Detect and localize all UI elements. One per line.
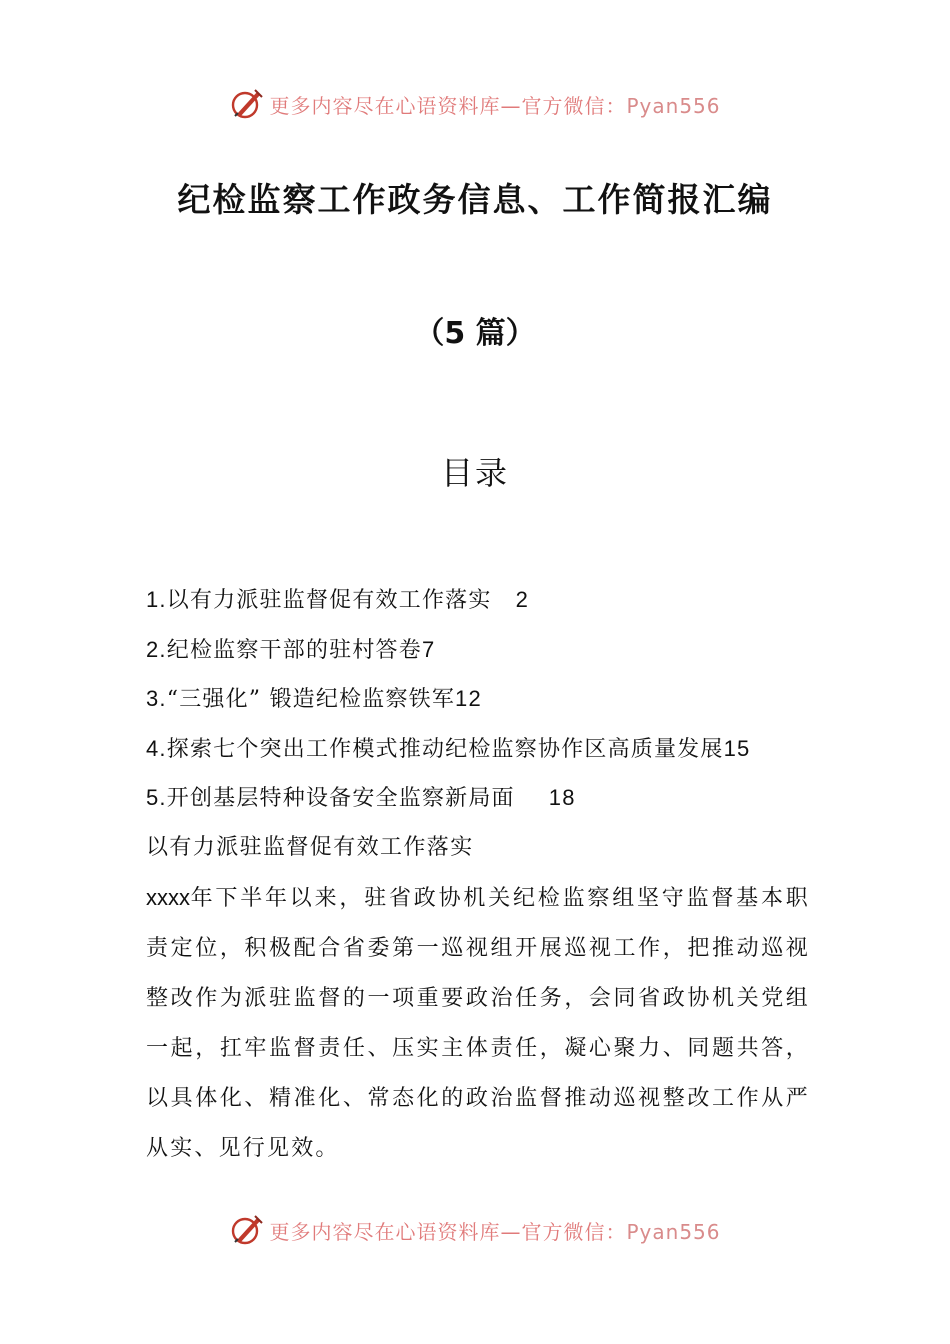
toc-item[interactable] xyxy=(146,731,826,781)
toc-item[interactable] xyxy=(146,780,826,830)
section-heading: 以有力派驻监督促有效工作落实 xyxy=(146,835,474,860)
toc-item[interactable] xyxy=(146,681,826,731)
document-title: 纪检监察工作政务信息、工作简报汇编 xyxy=(177,180,773,219)
toc-heading: 目录 xyxy=(440,454,509,492)
banner-wechat-id: Pyan556 xyxy=(626,1219,721,1244)
toc-item-title: “三强化” 锻造纪检监察铁军 xyxy=(166,687,456,713)
toc-item[interactable] xyxy=(146,582,826,632)
toc-item-number: 3. xyxy=(146,686,167,712)
header-banner xyxy=(0,82,950,126)
pen-logo-icon xyxy=(229,1212,265,1248)
document-subtitle: （5 篇） xyxy=(414,316,536,351)
toc-item-number: 1. xyxy=(146,587,167,612)
body-paragraph xyxy=(146,873,810,1174)
paragraph-lead: xxxx xyxy=(146,885,190,910)
toc-item-number: 4. xyxy=(146,735,167,761)
toc-item-page: 7 xyxy=(421,636,436,662)
toc-item-page: 12 xyxy=(455,686,482,712)
toc-item-number: 2. xyxy=(146,636,167,662)
banner-label: 更多内容尽在心语资料库—官方微信： xyxy=(269,93,627,118)
toc-item-title: 纪检监察干部的驻村答卷 xyxy=(166,637,422,663)
toc-item-page: 15 xyxy=(723,735,751,761)
toc-item[interactable] xyxy=(146,632,826,682)
table-of-contents xyxy=(146,582,826,830)
toc-item-page: 2 xyxy=(515,587,529,612)
document-body xyxy=(146,830,810,1174)
banner-wechat-id: Pyan556 xyxy=(626,93,721,118)
toc-item-number: 5. xyxy=(146,785,167,811)
toc-item-title: 开创基层特种设备安全监察新局面 xyxy=(166,786,515,812)
toc-item-page: 18 xyxy=(548,785,576,811)
pen-logo-icon xyxy=(229,86,265,122)
paragraph-text: 年下半年以来，驻省政协机关纪检监察组坚守监督基本职责定位，积极配合省委第一巡视组开展巡视工作，把推动巡视整改作为派驻监督的一项重要政治任务，会同省政协机关党组一起，扛牢监督责任、压实主体责任，凝心聚力、同题共答，以具体化、精准化、常态化的政治监督推动巡视整改工作从严从实、见行见效。 xyxy=(146,886,810,1161)
footer-banner xyxy=(0,1208,950,1252)
banner-text xyxy=(269,1216,720,1245)
banner-text xyxy=(269,90,720,119)
toc-item-title: 探索七个突出工作模式推动纪检监察协作区高质量发展 xyxy=(166,736,724,762)
toc-item-title: 以有力派驻监督促有效工作落实 xyxy=(166,588,492,613)
banner-label: 更多内容尽在心语资料库—官方微信： xyxy=(269,1219,627,1244)
